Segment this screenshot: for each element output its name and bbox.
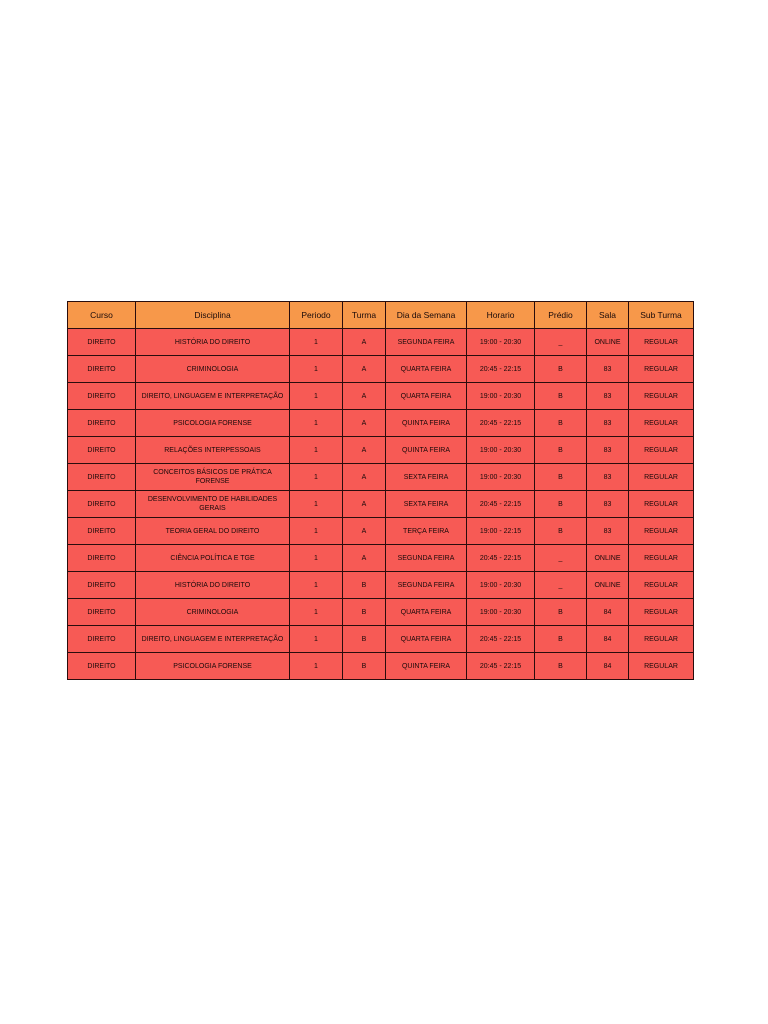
cell-turma: A xyxy=(343,464,386,491)
cell-curso: DIREITO xyxy=(68,464,136,491)
cell-sala: ONLINE xyxy=(587,545,629,572)
cell-predio: _ xyxy=(535,329,587,356)
cell-curso: DIREITO xyxy=(68,437,136,464)
cell-horario: 19:00 - 22:15 xyxy=(467,518,535,545)
cell-turma: A xyxy=(343,383,386,410)
cell-periodo: 1 xyxy=(290,572,343,599)
cell-sub-turma: REGULAR xyxy=(629,464,694,491)
cell-predio: B xyxy=(535,626,587,653)
cell-turma: A xyxy=(343,410,386,437)
cell-turma: B xyxy=(343,572,386,599)
cell-curso: DIREITO xyxy=(68,491,136,518)
cell-periodo: 1 xyxy=(290,518,343,545)
cell-predio: B xyxy=(535,410,587,437)
cell-sala: ONLINE xyxy=(587,572,629,599)
table-row xyxy=(68,653,694,680)
table-row xyxy=(68,410,694,437)
cell-predio: _ xyxy=(535,545,587,572)
table-row xyxy=(68,464,694,491)
cell-disciplina: DIREITO, LINGUAGEM E INTERPRETAÇÃO xyxy=(136,383,290,410)
cell-turma: A xyxy=(343,329,386,356)
cell-periodo: 1 xyxy=(290,437,343,464)
cell-curso: DIREITO xyxy=(68,545,136,572)
header-sala: Sala xyxy=(587,302,629,329)
cell-curso: DIREITO xyxy=(68,599,136,626)
cell-horario: 20:45 - 22:15 xyxy=(467,356,535,383)
cell-dia-da-semana: QUINTA FEIRA xyxy=(386,437,467,464)
cell-periodo: 1 xyxy=(290,329,343,356)
cell-turma: A xyxy=(343,356,386,383)
cell-sala: 83 xyxy=(587,437,629,464)
table-row xyxy=(68,518,694,545)
cell-curso: DIREITO xyxy=(68,329,136,356)
cell-sub-turma: REGULAR xyxy=(629,491,694,518)
cell-turma: A xyxy=(343,518,386,545)
cell-sub-turma: REGULAR xyxy=(629,572,694,599)
cell-periodo: 1 xyxy=(290,356,343,383)
cell-horario: 19:00 - 20:30 xyxy=(467,383,535,410)
cell-dia-da-semana: QUARTA FEIRA xyxy=(386,383,467,410)
cell-disciplina: CONCEITOS BÁSICOS DE PRÁTICA FORENSE xyxy=(136,464,290,491)
cell-horario: 20:45 - 22:15 xyxy=(467,545,535,572)
cell-dia-da-semana: SEGUNDA FEIRA xyxy=(386,329,467,356)
cell-curso: DIREITO xyxy=(68,572,136,599)
table-row xyxy=(68,599,694,626)
cell-disciplina: RELAÇÕES INTERPESSOAIS xyxy=(136,437,290,464)
cell-curso: DIREITO xyxy=(68,626,136,653)
cell-predio: B xyxy=(535,653,587,680)
cell-sala: 83 xyxy=(587,356,629,383)
cell-dia-da-semana: SEXTA FEIRA xyxy=(386,491,467,518)
cell-disciplina: TEORIA GERAL DO DIREITO xyxy=(136,518,290,545)
cell-sub-turma: REGULAR xyxy=(629,356,694,383)
cell-sub-turma: REGULAR xyxy=(629,383,694,410)
cell-dia-da-semana: SEXTA FEIRA xyxy=(386,464,467,491)
cell-sub-turma: REGULAR xyxy=(629,410,694,437)
cell-dia-da-semana: SEGUNDA FEIRA xyxy=(386,572,467,599)
cell-predio: B xyxy=(535,464,587,491)
cell-sub-turma: REGULAR xyxy=(629,329,694,356)
cell-horario: 19:00 - 20:30 xyxy=(467,437,535,464)
cell-disciplina: DESENVOLVIMENTO DE HABILIDADES GERAIS xyxy=(136,491,290,518)
schedule-table xyxy=(67,301,694,680)
cell-sala: 83 xyxy=(587,383,629,410)
cell-disciplina: DIREITO, LINGUAGEM E INTERPRETAÇÃO xyxy=(136,626,290,653)
table-row xyxy=(68,572,694,599)
header-curso: Curso xyxy=(68,302,136,329)
cell-sala: 83 xyxy=(587,518,629,545)
cell-periodo: 1 xyxy=(290,410,343,437)
cell-sub-turma: REGULAR xyxy=(629,518,694,545)
header-sub-turma: Sub Turma xyxy=(629,302,694,329)
header-turma: Turma xyxy=(343,302,386,329)
cell-sub-turma: REGULAR xyxy=(629,545,694,572)
table-row xyxy=(68,491,694,518)
cell-sala: 83 xyxy=(587,464,629,491)
cell-disciplina: HISTÓRIA DO DIREITO xyxy=(136,572,290,599)
header-horario: Horario xyxy=(467,302,535,329)
cell-predio: B xyxy=(535,491,587,518)
cell-curso: DIREITO xyxy=(68,518,136,545)
cell-turma: B xyxy=(343,653,386,680)
cell-curso: DIREITO xyxy=(68,653,136,680)
cell-periodo: 1 xyxy=(290,464,343,491)
cell-horario: 19:00 - 20:30 xyxy=(467,572,535,599)
cell-curso: DIREITO xyxy=(68,410,136,437)
cell-dia-da-semana: TERÇA FEIRA xyxy=(386,518,467,545)
cell-sub-turma: REGULAR xyxy=(629,653,694,680)
cell-disciplina: PSICOLOGIA FORENSE xyxy=(136,410,290,437)
cell-dia-da-semana: SEGUNDA FEIRA xyxy=(386,545,467,572)
table-row xyxy=(68,356,694,383)
cell-disciplina: CIÊNCIA POLÍTICA E TGE xyxy=(136,545,290,572)
cell-horario: 19:00 - 20:30 xyxy=(467,329,535,356)
header-disciplina: Disciplina xyxy=(136,302,290,329)
table-row xyxy=(68,545,694,572)
cell-dia-da-semana: QUINTA FEIRA xyxy=(386,653,467,680)
cell-sala: 84 xyxy=(587,626,629,653)
cell-predio: B xyxy=(535,356,587,383)
cell-predio: B xyxy=(535,437,587,464)
cell-sala: 84 xyxy=(587,599,629,626)
cell-dia-da-semana: QUARTA FEIRA xyxy=(386,599,467,626)
cell-turma: A xyxy=(343,437,386,464)
cell-sala: 84 xyxy=(587,653,629,680)
cell-periodo: 1 xyxy=(290,383,343,410)
cell-horario: 19:00 - 20:30 xyxy=(467,464,535,491)
cell-sub-turma: REGULAR xyxy=(629,599,694,626)
cell-horario: 20:45 - 22:15 xyxy=(467,410,535,437)
cell-predio: B xyxy=(535,383,587,410)
cell-sala: 83 xyxy=(587,410,629,437)
header-predio: Prédio xyxy=(535,302,587,329)
cell-disciplina: CRIMINOLOGIA xyxy=(136,599,290,626)
cell-sub-turma: REGULAR xyxy=(629,437,694,464)
cell-turma: A xyxy=(343,545,386,572)
cell-turma: B xyxy=(343,626,386,653)
cell-horario: 20:45 - 22:15 xyxy=(467,653,535,680)
cell-dia-da-semana: QUINTA FEIRA xyxy=(386,410,467,437)
cell-periodo: 1 xyxy=(290,491,343,518)
cell-periodo: 1 xyxy=(290,653,343,680)
cell-disciplina: CRIMINOLOGIA xyxy=(136,356,290,383)
cell-disciplina: PSICOLOGIA FORENSE xyxy=(136,653,290,680)
cell-predio: B xyxy=(535,599,587,626)
cell-predio: _ xyxy=(535,572,587,599)
cell-dia-da-semana: QUARTA FEIRA xyxy=(386,356,467,383)
cell-horario: 20:45 - 22:15 xyxy=(467,491,535,518)
cell-predio: B xyxy=(535,518,587,545)
cell-sala: 83 xyxy=(587,491,629,518)
cell-turma: B xyxy=(343,599,386,626)
table-row xyxy=(68,626,694,653)
cell-periodo: 1 xyxy=(290,626,343,653)
header-periodo: Periodo xyxy=(290,302,343,329)
cell-sub-turma: REGULAR xyxy=(629,626,694,653)
cell-periodo: 1 xyxy=(290,545,343,572)
cell-curso: DIREITO xyxy=(68,356,136,383)
table-row xyxy=(68,437,694,464)
table-row xyxy=(68,383,694,410)
cell-horario: 20:45 - 22:15 xyxy=(467,626,535,653)
table-header xyxy=(68,302,694,329)
cell-horario: 19:00 - 20:30 xyxy=(467,599,535,626)
header-row xyxy=(68,302,694,329)
cell-disciplina: HISTÓRIA DO DIREITO xyxy=(136,329,290,356)
cell-curso: DIREITO xyxy=(68,383,136,410)
cell-dia-da-semana: QUARTA FEIRA xyxy=(386,626,467,653)
table-body xyxy=(68,329,694,680)
table-row xyxy=(68,329,694,356)
cell-periodo: 1 xyxy=(290,599,343,626)
header-dia-da-semana: Dia da Semana xyxy=(386,302,467,329)
cell-sala: ONLINE xyxy=(587,329,629,356)
cell-turma: A xyxy=(343,491,386,518)
